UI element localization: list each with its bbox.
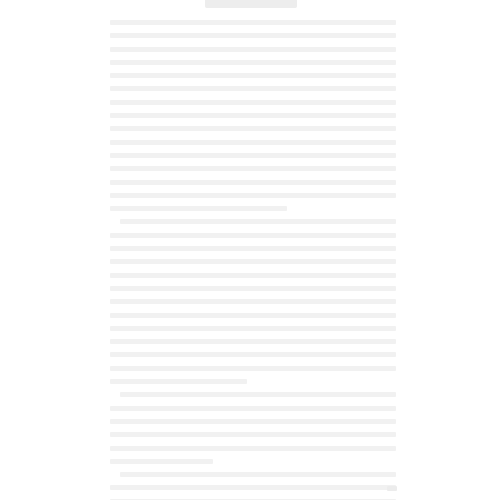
text-line xyxy=(110,246,396,251)
text-line xyxy=(110,326,396,331)
text-line xyxy=(110,406,396,411)
text-line xyxy=(110,33,396,38)
text-line xyxy=(110,313,396,318)
text-line xyxy=(110,259,396,264)
text-line xyxy=(110,73,396,78)
text-line xyxy=(110,86,396,91)
text-line xyxy=(110,286,396,291)
text-line xyxy=(110,233,396,238)
text-line xyxy=(110,366,396,371)
body-text xyxy=(110,20,396,500)
text-line xyxy=(110,419,396,424)
text-line xyxy=(110,459,213,464)
text-line xyxy=(110,299,396,304)
text-line xyxy=(110,485,396,490)
text-line xyxy=(120,392,396,397)
text-line xyxy=(110,153,396,158)
text-line xyxy=(110,339,396,344)
paragraph-4 xyxy=(110,472,396,500)
text-line xyxy=(110,60,396,65)
text-line xyxy=(110,166,396,171)
text-line xyxy=(110,140,396,145)
text-line xyxy=(110,126,396,131)
running-header-tab xyxy=(205,0,297,8)
text-line xyxy=(110,180,396,185)
text-line xyxy=(110,352,396,357)
text-line xyxy=(110,20,396,25)
paragraph-2 xyxy=(110,219,396,384)
text-line xyxy=(120,472,396,477)
page-number-mark xyxy=(387,486,397,491)
text-line xyxy=(110,273,396,278)
text-line xyxy=(110,47,396,52)
text-line xyxy=(110,446,396,451)
text-line xyxy=(110,206,287,211)
paragraph-1 xyxy=(110,20,396,211)
text-line xyxy=(110,113,396,118)
paragraph-3 xyxy=(110,392,396,463)
text-line xyxy=(120,219,396,224)
text-line xyxy=(110,432,396,437)
text-line xyxy=(110,100,396,105)
text-line xyxy=(110,379,247,384)
text-line xyxy=(110,193,396,198)
